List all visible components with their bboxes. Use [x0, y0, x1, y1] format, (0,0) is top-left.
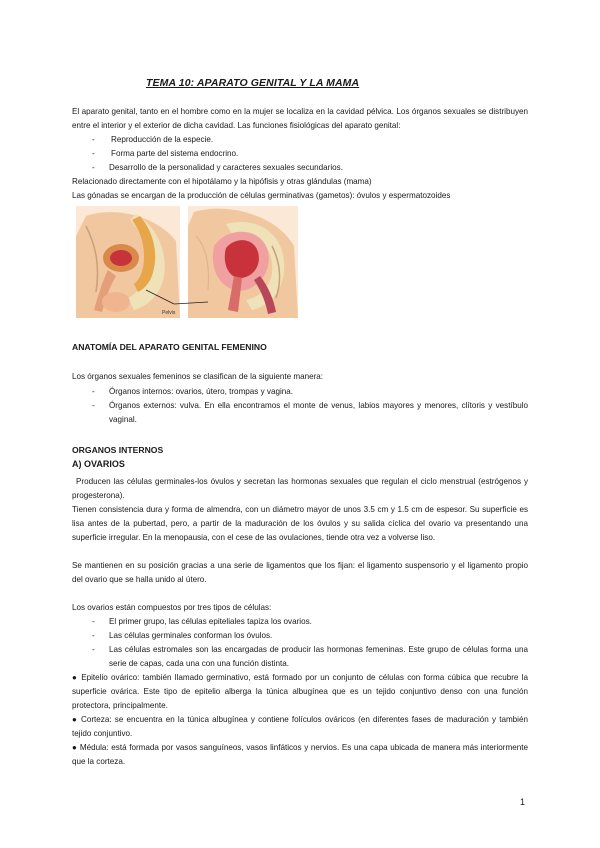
cell-type-item: - El primer grupo, las células epiteliales tapiza los ovarios. [92, 615, 528, 629]
anatomy-intro: Los órganos sexuales femeninos se clasifican de la siguiente manera: [72, 372, 324, 381]
organ-class-item: - Órganos externos: vulva. En ella encontramos el monte de venus, labios mayores y menores, clítoris y vestíbulo vaginal. [92, 399, 528, 427]
function-item-text: Reproducción de la especie. [111, 135, 214, 144]
relation-line: Relacionado directamente con el hipotálamo y la hipófisis y otras glándulas (mama) [72, 177, 372, 186]
corteza-bullet: ● Corteza: se encuentra en la túnica albugínea y contiene folículos ováricos (en diferentes fases de maduración y también tejido conjuntivo. [72, 715, 528, 738]
pelvis-label: Pelvis [162, 310, 176, 316]
organ-class-text: Órganos externos: vulva. En ella encontramos el monte de venus, labios mayores y menores, clítoris y vestíbulo vaginal. [109, 401, 528, 424]
organ-class-text: Órganos internos: ovarios, útero, trompas y vagina. [109, 387, 293, 396]
medula-bullet: ● Médula: está formada por vasos sanguíneos, vasos linfáticos y nervios. Es una capa ubicada de manera más interiormente que la corteza. [72, 743, 528, 766]
function-item: - Forma parte del sistema endocrino. [92, 147, 528, 161]
internal-organs-heading: ORGANOS INTERNOS [72, 445, 164, 455]
ovaries-paragraph-3: Se mantienen en su posición gracias a una serie de ligamentos que los fijan: el ligamento suspensorio y el ligamento propio del ovario que se halla unido al útero. [72, 561, 528, 584]
ovaries-paragraph-2: Tienen consistencia dura y forma de almendra, con un diámetro mayor de unos 3.5 cm y 1.5 cm de espesor. Su superficie es lisa antes de la pubertad, pero, a partir de la maduración de los óvulos y su salida cíclica del ovario va presentando una superficie irregular. En la menopausia, con el cese de las ovulaciones, tiende otra vez a volverse liso. [72, 505, 528, 542]
cell-type-text: Las células estromales son las encargadas de producir las hormonas femeninas. Este grupo de células forma una serie de capas, cada una con una función distinta. [109, 645, 528, 668]
intro-paragraph: El aparato genital, tanto en el hombre como en la mujer se localiza en la cavidad pélvica. Los órganos sexuales se distribuyen entre el interior y el exterior de dicha cavidad. Las funciones fisiológicas del aparato genital: [72, 107, 528, 130]
page-title: TEMA 10: APARATO GENITAL Y LA MAMA [146, 77, 360, 89]
cell-type-item: - Las células germinales conforman los óvulos. [92, 629, 528, 643]
female-pelvis-illustration [188, 206, 298, 318]
cell-type-text: Las células germinales conforman los óvulos. [109, 631, 273, 640]
epitelio-bullet: ● Epitelio ovárico: también llamado germinativo, está formado por un conjunto de células con forma cúbica que recubre la superficie ovárica. Este tipo de epitelio alberga la túnica albugínea que es un tejido conjuntivo denso con una función protectora, principalmente. [72, 673, 528, 710]
male-pelvis-illustration [76, 206, 180, 318]
function-item-text: Forma parte del sistema endocrino. [111, 149, 239, 158]
function-item: - Desarrollo de la personalidad y caracteres sexuales secundarios. [92, 161, 528, 175]
anatomy-illustration [76, 206, 298, 318]
ovaries-subheading: A) OVARIOS [72, 459, 125, 469]
organ-class-item: - Órganos internos: ovarios, útero, trompas y vagina. [92, 385, 528, 399]
cell-types-intro: Los ovarios están compuestos por tres tipos de células: [72, 603, 272, 612]
function-item-text: Desarrollo de la personalidad y caracteres sexuales secundarios. [109, 163, 343, 172]
anatomy-heading: ANATOMÍA DEL APARATO GENITAL FEMENINO [72, 342, 267, 352]
cell-type-text: El primer grupo, las células epiteliales tapiza los ovarios. [109, 617, 312, 626]
function-item: - Reproducción de la especie. [92, 133, 528, 147]
gonads-line: Las gónadas se encargan de la producción de células germinativas (gametos): óvulos y espermatozoides [72, 191, 451, 200]
ovaries-paragraph-1: Producen las células germinales-los óvulos y secretan las hormonas sexuales que regulan el ciclo menstrual (estrógenos y progesterona). [72, 477, 528, 500]
cell-type-item: - Las células estromales son las encargadas de producir las hormonas femeninas. Este grupo de células forma una serie de capas, cada una con una función distinta. [92, 643, 528, 671]
page-number: 1 [520, 797, 526, 807]
